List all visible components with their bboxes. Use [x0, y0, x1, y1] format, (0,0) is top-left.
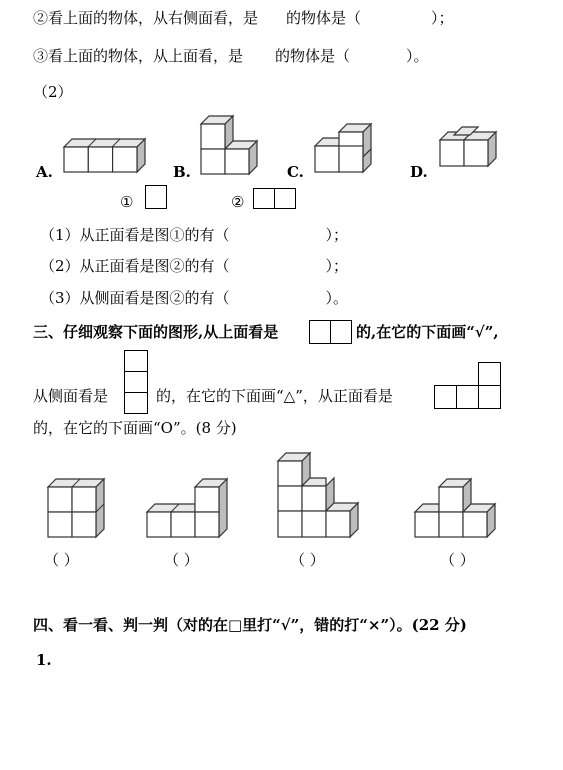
front-view-box-top: [478, 362, 501, 386]
part-2-label: （2）: [33, 83, 73, 101]
sub-question-1: [40, 225, 348, 245]
section-3-line-2b: 的，在它的下面画“△”，从正面看是: [156, 387, 393, 405]
figure-a: [62, 138, 152, 178]
section-3-figure-2: [145, 478, 230, 540]
view-2-box-left: [253, 188, 275, 209]
section-3-figure-3: [276, 452, 361, 540]
view-2-box-right: [274, 188, 296, 209]
sub-question-2: [40, 256, 348, 276]
figure-b: [199, 115, 259, 177]
top-view-box-left: [309, 320, 331, 344]
question-3: [33, 46, 429, 66]
top-view-box-right: [330, 320, 352, 344]
question-3-suffix: ）。: [406, 47, 429, 65]
section-3-line-2a: 从侧面看是: [33, 387, 109, 405]
sub-question-3: [40, 288, 348, 308]
front-view-box-2: [456, 385, 479, 409]
question-2-middle: 的物体是（: [286, 9, 362, 27]
side-view-box-top: [124, 350, 148, 372]
section-3-line-3: 的，在它的下面画“O”。(8 分): [33, 419, 237, 437]
side-view-box-bottom: [124, 392, 148, 414]
figure-d: [434, 128, 504, 178]
sub-question-1-suffix: ）；: [325, 226, 349, 244]
option-c-label: C.: [287, 163, 304, 181]
question-3-prefix: ③看上面的物体，从上面看，是: [33, 47, 244, 65]
front-view-box-1: [434, 385, 457, 409]
sub-question-3-prefix: （3）从侧面看是图②的有（: [40, 289, 230, 307]
view-1-label: ①: [120, 193, 134, 211]
section-3-line-1a: 三、仔细观察下面的图形,从上面看是: [33, 323, 279, 341]
view-1-box: [145, 185, 167, 209]
view-2-label: ②: [231, 193, 245, 211]
answer-blank-3[interactable]: （ ）: [290, 551, 325, 569]
section-3-figure-4: [413, 478, 498, 540]
option-a-label: A.: [36, 163, 53, 181]
side-view-box-middle: [124, 371, 148, 393]
sub-question-2-prefix: （2）从正面看是图②的有（: [40, 257, 230, 275]
section-3-line-1b: 的,在它的下面画“√”,: [356, 323, 499, 341]
option-b-label: B.: [173, 163, 191, 181]
sub-question-2-suffix: ）；: [325, 257, 349, 275]
front-view-box-3: [478, 385, 501, 409]
figure-c: [313, 123, 383, 175]
question-2-suffix: ）；: [431, 9, 454, 27]
section-3-figure-1: [46, 478, 108, 540]
section-4-title: 四、看一看、判一判（对的在□里打“√”，错的打“×”）。(22 分): [33, 616, 467, 634]
question-2: [33, 8, 454, 28]
option-d-label: D.: [410, 163, 428, 181]
answer-blank-1[interactable]: （ ）: [44, 551, 79, 569]
question-2-prefix: ②看上面的物体，从右侧面看，是: [33, 9, 259, 27]
item-1-label: 1.: [36, 651, 52, 669]
answer-blank-4[interactable]: （ ）: [440, 551, 475, 569]
sub-question-3-suffix: ）。: [325, 289, 349, 307]
question-3-middle: 的物体是（: [275, 47, 351, 65]
answer-blank-2[interactable]: （ ）: [164, 551, 199, 569]
sub-question-1-prefix: （1）从正面看是图①的有（: [40, 226, 230, 244]
